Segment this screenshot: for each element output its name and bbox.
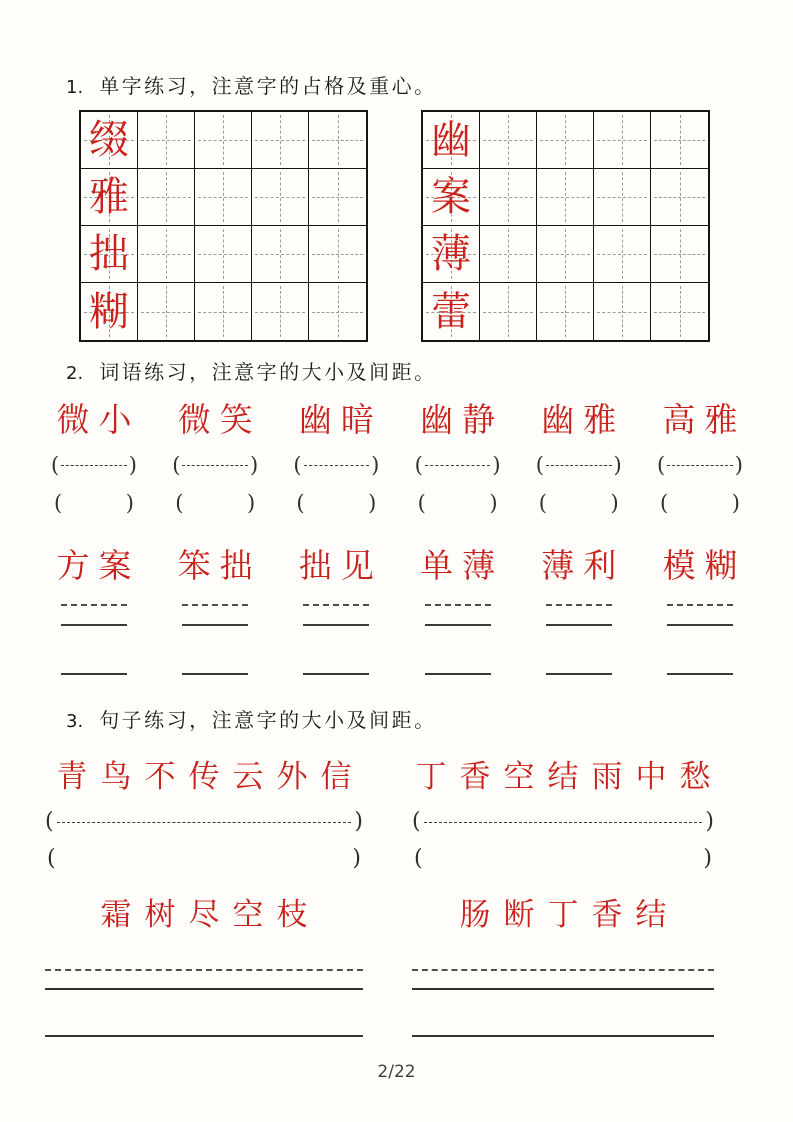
grid-cell bbox=[480, 283, 537, 340]
paren-close: ) bbox=[613, 452, 622, 477]
dashed-paren-slot bbox=[45, 810, 363, 834]
paren-open: ( bbox=[175, 490, 184, 515]
model-character: 缀 bbox=[89, 117, 129, 162]
grid-cell bbox=[138, 112, 195, 169]
paren-close: ) bbox=[246, 490, 256, 515]
paren-open: ( bbox=[45, 809, 54, 835]
paren-close: ) bbox=[128, 452, 137, 477]
word-column bbox=[40, 402, 148, 515]
writing-line bbox=[303, 673, 369, 675]
dashed-line bbox=[424, 822, 703, 823]
grid-cell bbox=[537, 169, 594, 226]
word-column bbox=[282, 548, 390, 675]
sentence-column bbox=[412, 758, 724, 872]
dotted-guide-line bbox=[61, 604, 127, 606]
word-practice-row-2 bbox=[40, 548, 754, 675]
dashed-paren-slot bbox=[415, 454, 501, 477]
paren-close: ) bbox=[492, 452, 501, 477]
word-column bbox=[404, 548, 512, 675]
empty-paren-slot bbox=[539, 492, 619, 515]
grid-cell bbox=[309, 283, 366, 340]
right-practice-grid bbox=[421, 110, 710, 342]
empty-paren-slot bbox=[175, 492, 255, 515]
word-column bbox=[646, 402, 754, 515]
grid-cell bbox=[138, 283, 195, 340]
sentence-column bbox=[45, 758, 363, 872]
model-word: 幽雅 bbox=[541, 403, 626, 439]
dotted-guide-line bbox=[425, 604, 491, 606]
section-1-heading bbox=[66, 70, 437, 99]
paren-close: ) bbox=[703, 846, 712, 872]
grid-cell bbox=[423, 283, 480, 340]
dotted-guide-line bbox=[412, 969, 714, 971]
paren-open: ( bbox=[54, 490, 63, 515]
paren-close: ) bbox=[249, 452, 259, 477]
model-word: 幽静 bbox=[420, 403, 505, 439]
dotted-guide-line bbox=[546, 604, 612, 606]
word-column bbox=[525, 402, 633, 515]
dashed-line bbox=[546, 465, 612, 466]
model-character: 案 bbox=[431, 174, 471, 219]
paren-open: ( bbox=[296, 490, 305, 515]
paren-open: ( bbox=[172, 452, 181, 477]
empty-paren-slot bbox=[418, 492, 498, 515]
paren-open: ( bbox=[293, 452, 302, 477]
model-word: 微笑 bbox=[177, 403, 262, 439]
grid-cell bbox=[651, 112, 708, 169]
section-title: 单字练习，注意字的占格及重心。 bbox=[99, 76, 437, 98]
grid-cell bbox=[81, 226, 138, 283]
grid-cell bbox=[594, 112, 651, 169]
grid-cell bbox=[81, 283, 138, 340]
paren-close: ) bbox=[734, 452, 743, 477]
writing-line bbox=[303, 624, 369, 626]
grid-cell bbox=[252, 283, 309, 340]
writing-line bbox=[425, 673, 491, 675]
section-number: 2. bbox=[66, 363, 84, 384]
dotted-guide-line bbox=[667, 604, 733, 606]
section-3-heading bbox=[66, 704, 437, 733]
model-sentence: 肠断丁香结 bbox=[459, 897, 680, 932]
grid-cell bbox=[594, 169, 651, 226]
grid-cell bbox=[651, 226, 708, 283]
empty-paren-slot bbox=[54, 492, 134, 515]
model-character: 拙 bbox=[89, 231, 129, 276]
paren-close: ) bbox=[371, 452, 380, 477]
sentence-column bbox=[412, 896, 714, 1037]
paren-open: ( bbox=[535, 452, 544, 477]
paren-close: ) bbox=[352, 846, 361, 872]
paren-open: ( bbox=[417, 490, 426, 515]
grid-cell bbox=[423, 226, 480, 283]
writing-line bbox=[546, 673, 612, 675]
paren-close: ) bbox=[705, 809, 714, 835]
paren-open: ( bbox=[412, 809, 421, 835]
section-title: 词语练习，注意字的大小及间距。 bbox=[99, 362, 437, 384]
model-character: 糊 bbox=[89, 288, 129, 334]
grid-cell bbox=[195, 283, 252, 340]
model-word: 拙见 bbox=[298, 549, 383, 585]
grid-cell bbox=[138, 169, 195, 226]
writing-line bbox=[412, 1035, 714, 1037]
grid-cell bbox=[195, 112, 252, 169]
left-practice-grid bbox=[79, 110, 368, 342]
dotted-guide-line bbox=[303, 604, 369, 606]
paren-close: ) bbox=[489, 490, 498, 515]
dashed-paren-slot bbox=[172, 454, 258, 477]
grid-cell bbox=[81, 169, 138, 226]
grid-cell bbox=[309, 169, 366, 226]
dashed-line bbox=[425, 465, 491, 466]
section-number: 1. bbox=[66, 77, 84, 98]
word-column bbox=[404, 402, 512, 515]
dotted-guide-line bbox=[45, 969, 363, 971]
writing-line bbox=[182, 673, 248, 675]
grid-cell bbox=[651, 283, 708, 340]
dashed-line bbox=[61, 465, 127, 466]
section-number: 3. bbox=[66, 711, 84, 732]
writing-line bbox=[425, 624, 491, 626]
section-2-heading bbox=[66, 356, 437, 385]
model-word: 高雅 bbox=[662, 403, 747, 439]
word-column bbox=[40, 548, 148, 675]
grid-cell bbox=[537, 283, 594, 340]
word-column bbox=[525, 548, 633, 675]
grid-cell bbox=[252, 112, 309, 169]
word-column bbox=[646, 548, 754, 675]
dashed-paren-slot bbox=[293, 454, 379, 477]
paren-open: ( bbox=[659, 490, 669, 515]
empty-paren-slot bbox=[660, 492, 740, 515]
dotted-guide-line bbox=[182, 604, 248, 606]
writing-line bbox=[182, 624, 248, 626]
grid-cell bbox=[594, 226, 651, 283]
grid-cell bbox=[537, 226, 594, 283]
paren-close: ) bbox=[610, 490, 619, 515]
model-sentence: 丁香空结雨中愁 bbox=[415, 759, 724, 794]
grid-cell bbox=[195, 226, 252, 283]
paren-close: ) bbox=[368, 490, 377, 515]
grid-cell bbox=[480, 226, 537, 283]
empty-paren-slot bbox=[412, 847, 714, 871]
word-column bbox=[161, 402, 269, 515]
model-word: 模糊 bbox=[662, 549, 747, 585]
paren-open: ( bbox=[51, 452, 60, 477]
model-word: 微小 bbox=[56, 403, 141, 439]
writing-line bbox=[667, 673, 733, 675]
paren-open: ( bbox=[414, 846, 423, 872]
grid-cell bbox=[594, 283, 651, 340]
dashed-line bbox=[182, 465, 248, 466]
dashed-paren-slot bbox=[536, 454, 622, 477]
writing-line bbox=[45, 988, 363, 990]
grid-cell bbox=[252, 226, 309, 283]
empty-paren-slot bbox=[296, 492, 376, 515]
sentence-column bbox=[45, 896, 363, 1037]
dashed-paren-slot bbox=[657, 454, 743, 477]
paren-open: ( bbox=[538, 490, 547, 515]
grid-cell bbox=[309, 226, 366, 283]
empty-paren-slot bbox=[45, 847, 363, 871]
writing-line bbox=[546, 624, 612, 626]
paren-close: ) bbox=[354, 809, 363, 835]
model-word: 薄利 bbox=[541, 549, 626, 585]
model-word: 方案 bbox=[56, 549, 141, 585]
model-sentence: 霜树尽空枝 bbox=[100, 897, 321, 932]
grid-cell bbox=[537, 112, 594, 169]
model-character: 薄 bbox=[431, 231, 471, 276]
word-column bbox=[161, 548, 269, 675]
grid-cell bbox=[195, 169, 252, 226]
model-character: 雅 bbox=[89, 174, 129, 219]
model-word: 幽暗 bbox=[298, 403, 383, 439]
grid-cell bbox=[480, 169, 537, 226]
model-sentence: 青鸟不传云外信 bbox=[56, 759, 365, 794]
writing-line bbox=[61, 624, 127, 626]
dashed-paren-slot bbox=[412, 810, 714, 834]
word-column bbox=[282, 402, 390, 515]
section-title: 句子练习，注意字的大小及间距。 bbox=[99, 710, 437, 732]
grid-cell bbox=[309, 112, 366, 169]
grid-cell bbox=[480, 112, 537, 169]
writing-line bbox=[61, 673, 127, 675]
grid-cell bbox=[423, 112, 480, 169]
grid-cell bbox=[252, 169, 309, 226]
grid-cell bbox=[81, 112, 138, 169]
writing-line bbox=[412, 988, 714, 990]
grid-cell bbox=[423, 169, 480, 226]
dashed-line bbox=[304, 465, 370, 466]
paren-open: ( bbox=[47, 846, 56, 872]
grid-cell bbox=[651, 169, 708, 226]
dashed-line bbox=[667, 465, 733, 466]
model-word: 单薄 bbox=[420, 549, 505, 585]
writing-line bbox=[45, 1035, 363, 1037]
dashed-paren-slot bbox=[51, 454, 137, 477]
writing-line bbox=[667, 624, 733, 626]
grid-cell bbox=[138, 226, 195, 283]
paren-open: ( bbox=[414, 452, 423, 477]
model-word: 笨拙 bbox=[177, 549, 262, 585]
paren-open: ( bbox=[656, 452, 666, 477]
word-practice-row-1 bbox=[40, 402, 754, 515]
dashed-line bbox=[57, 822, 352, 823]
model-character: 蕾 bbox=[431, 288, 471, 334]
paren-close: ) bbox=[125, 490, 134, 515]
model-character: 幽 bbox=[431, 117, 471, 162]
paren-close: ) bbox=[731, 490, 740, 515]
page-number: 2/22 bbox=[377, 1062, 416, 1082]
